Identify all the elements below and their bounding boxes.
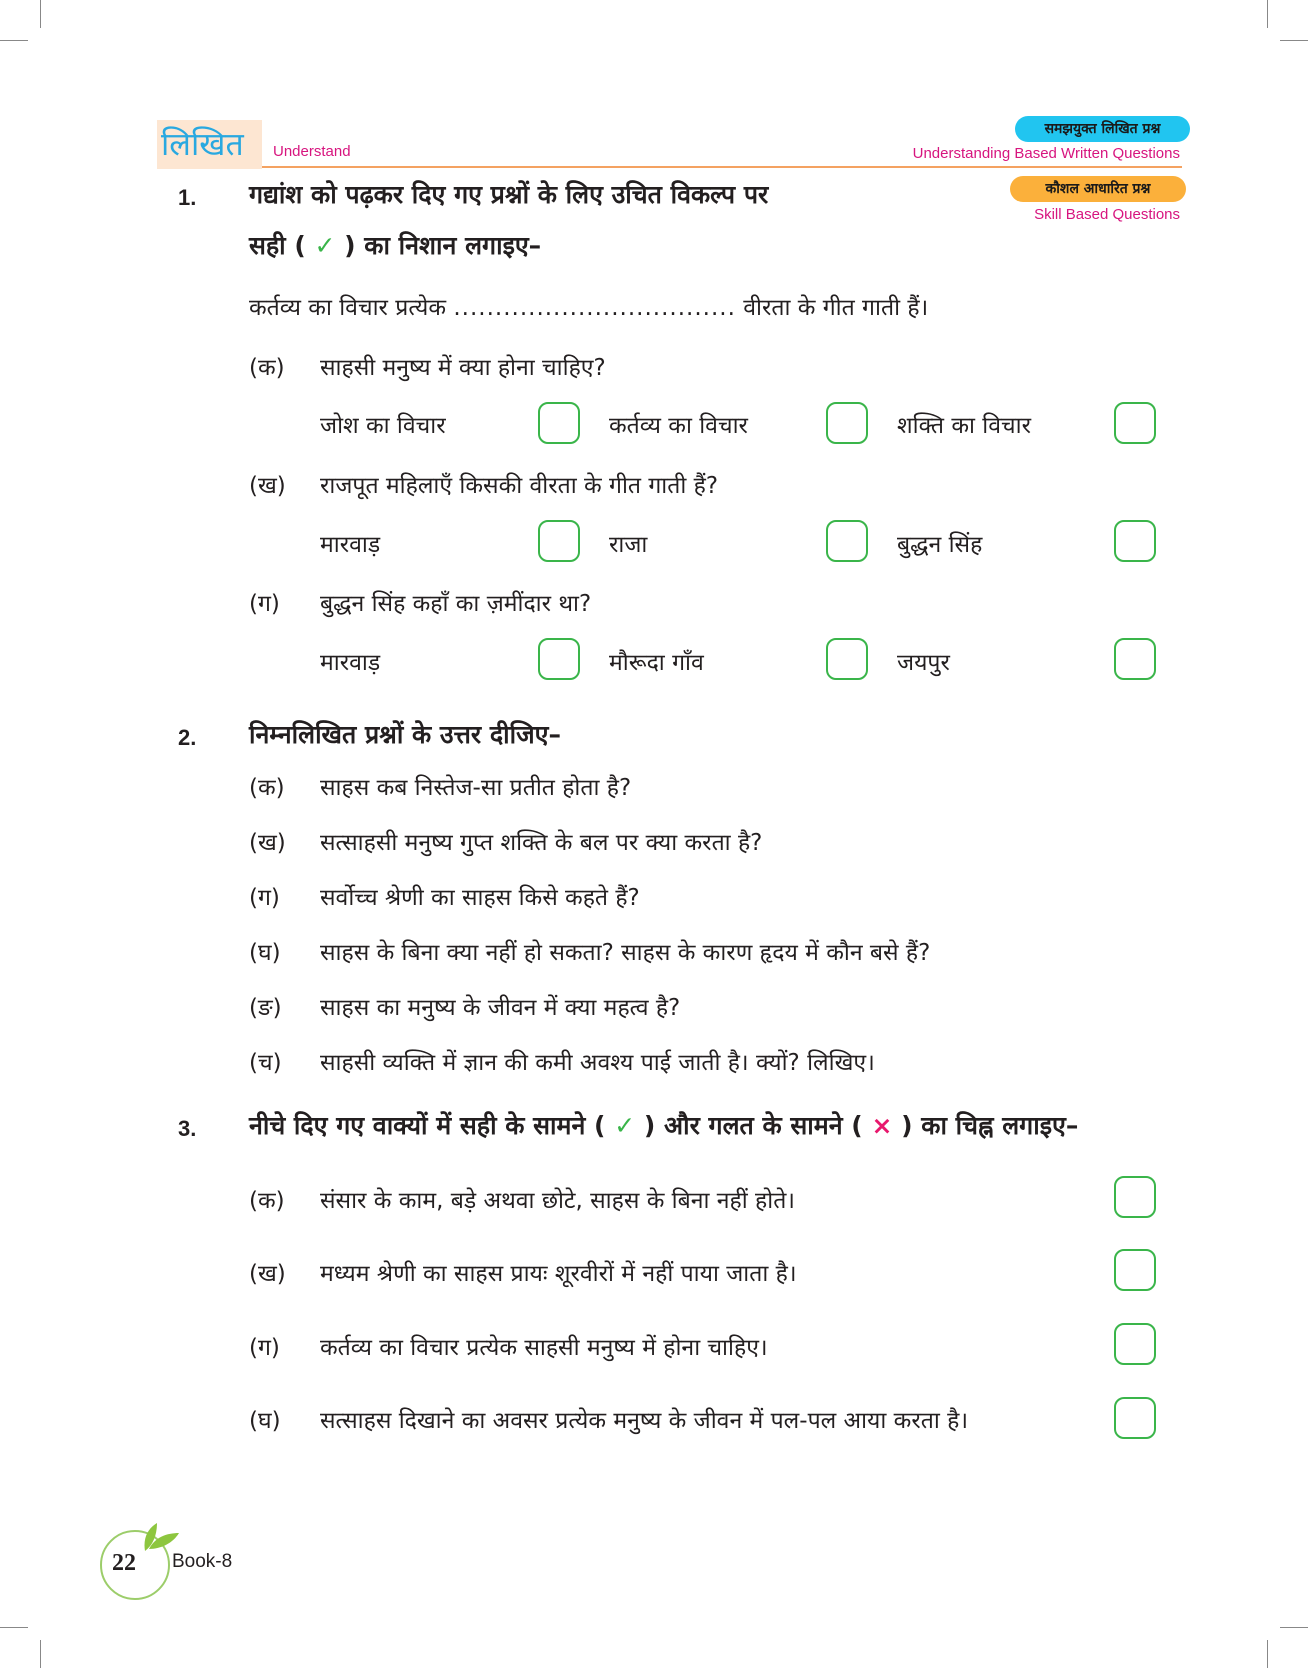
question-number: 1. <box>178 185 197 210</box>
answer-checkbox[interactable] <box>1114 638 1156 680</box>
crop-mark <box>1280 1627 1308 1628</box>
question-instruction: गद्यांश को पढ़कर दिए गए प्रश्नों के लिए उचित विकल्प पर <box>249 180 769 209</box>
item-question: बुद्धन सिंह कहाँ का ज़मींदार था? <box>320 591 592 617</box>
item-label: (ग) <box>249 885 280 911</box>
item-question: राजपूत महिलाएँ किसकी वीरता के गीत गाती हैं? <box>320 473 719 499</box>
option-text: मारवाड़ <box>320 650 381 676</box>
instruction-text: ) और गलत के सामने ( <box>643 1111 863 1140</box>
crop-mark <box>0 40 28 41</box>
crop-mark <box>1267 1640 1268 1668</box>
statement-text: सत्साहस दिखाने का अवसर प्रत्येक मनुष्य के जीवन में पल-पल आया करता है। <box>320 1408 969 1434</box>
statement-text: मध्यम श्रेणी का साहस प्रायः शूरवीरों में नहीं पाया जाता है। <box>320 1261 797 1287</box>
passage-line <box>249 290 928 322</box>
passage-text: कर्तव्य का विचार प्रत्येक <box>249 295 447 321</box>
answer-checkbox[interactable] <box>1114 1176 1156 1218</box>
check-mark-icon: ✓ <box>314 231 336 260</box>
item-label: (ख) <box>249 1261 286 1287</box>
badge-understanding-caption: Understanding Based Written Questions <box>912 145 1180 162</box>
answer-checkbox[interactable] <box>1114 402 1156 444</box>
crop-mark <box>40 0 41 28</box>
answer-checkbox[interactable] <box>1114 1249 1156 1291</box>
item-question: साहस के बिना क्या नहीं हो सकता? साहस के कारण हृदय में कौन बसे हैं? <box>320 940 931 966</box>
option-text: मारवाड़ <box>320 532 381 558</box>
instruction-text: नीचे दिए गए वाक्यों में सही के सामने ( <box>249 1111 606 1140</box>
crop-mark <box>40 1640 41 1668</box>
check-mark-icon: ✓ <box>614 1111 636 1140</box>
item-question: साहस कब निस्तेज-सा प्रतीत होता है? <box>320 775 632 801</box>
question-number: 3. <box>178 1116 197 1141</box>
item-label: (ग) <box>249 1335 280 1361</box>
instruction-text: ) का चिह्न लगाइए– <box>901 1111 1079 1140</box>
crop-mark <box>1267 0 1268 28</box>
option-text: राजा <box>609 532 648 558</box>
crop-mark <box>1280 40 1308 41</box>
answer-checkbox[interactable] <box>826 638 868 680</box>
statement-text: कर्तव्य का विचार प्रत्येक साहसी मनुष्य में होना चाहिए। <box>320 1335 768 1361</box>
book-label: Book-8 <box>172 1551 233 1572</box>
item-question: साहसी मनुष्य में क्या होना चाहिए? <box>320 355 606 381</box>
statement-text: संसार के काम, बड़े अथवा छोटे, साहस के बिना नहीं होते। <box>320 1188 796 1214</box>
question-instruction-line2 <box>249 228 541 262</box>
option-text: जोश का विचार <box>320 413 446 439</box>
item-label: (ङ) <box>249 995 282 1021</box>
answer-checkbox[interactable] <box>826 402 868 444</box>
section-title: लिखित <box>161 125 244 163</box>
question-instruction: निम्नलिखित प्रश्नों के उत्तर दीजिए– <box>249 720 561 749</box>
cross-mark-icon: × <box>871 1111 893 1140</box>
option-text: कर्तव्य का विचार <box>609 413 748 439</box>
item-label: (घ) <box>249 940 281 966</box>
item-label: (घ) <box>249 1408 281 1434</box>
instruction-text: सही ( <box>249 231 306 260</box>
passage-text: वीरता के गीत गाती हैं। <box>743 295 929 321</box>
answer-checkbox[interactable] <box>538 402 580 444</box>
badge-understanding: समझयुक्त लिखित प्रश्न <box>1015 116 1190 142</box>
item-question: साहसी व्यक्ति में ज्ञान की कमी अवश्य पाई जाती है। क्यों? लिखिए। <box>320 1050 875 1076</box>
option-text: मौरूदा गाँव <box>609 650 704 676</box>
item-label: (ग) <box>249 591 280 617</box>
item-question: साहस का मनुष्य के जीवन में क्या महत्व है? <box>320 995 681 1021</box>
passage-blank: .................................. <box>453 295 736 321</box>
option-text: शक्ति का विचार <box>897 413 1031 439</box>
answer-checkbox[interactable] <box>826 520 868 562</box>
answer-checkbox[interactable] <box>538 638 580 680</box>
question-number: 2. <box>178 725 197 750</box>
item-question: सत्साहसी मनुष्य गुप्त शक्ति के बल पर क्या करता है? <box>320 830 763 856</box>
badge-skill: कौशल आधारित प्रश्न <box>1010 176 1186 202</box>
answer-checkbox[interactable] <box>538 520 580 562</box>
badge-skill-caption: Skill Based Questions <box>1034 206 1180 223</box>
item-label: (क) <box>249 775 285 801</box>
page-number: 22 <box>112 1550 136 1576</box>
item-label: (क) <box>249 1188 285 1214</box>
item-label: (ख) <box>249 473 286 499</box>
section-subtitle: Understand <box>273 143 351 160</box>
item-label: (क) <box>249 355 285 381</box>
answer-checkbox[interactable] <box>1114 1323 1156 1365</box>
leaf-icon <box>135 1515 185 1555</box>
answer-checkbox[interactable] <box>1114 1397 1156 1439</box>
item-label: (ख) <box>249 830 286 856</box>
question-instruction <box>249 1108 1078 1142</box>
instruction-text: ) का निशान लगाइए– <box>344 231 542 260</box>
option-text: बुद्धन सिंह <box>897 532 983 558</box>
header-divider <box>262 166 1182 168</box>
option-text: जयपुर <box>897 650 950 676</box>
crop-mark <box>0 1627 28 1628</box>
answer-checkbox[interactable] <box>1114 520 1156 562</box>
item-question: सर्वोच्च श्रेणी का साहस किसे कहते हैं? <box>320 885 640 911</box>
item-label: (च) <box>249 1050 282 1076</box>
